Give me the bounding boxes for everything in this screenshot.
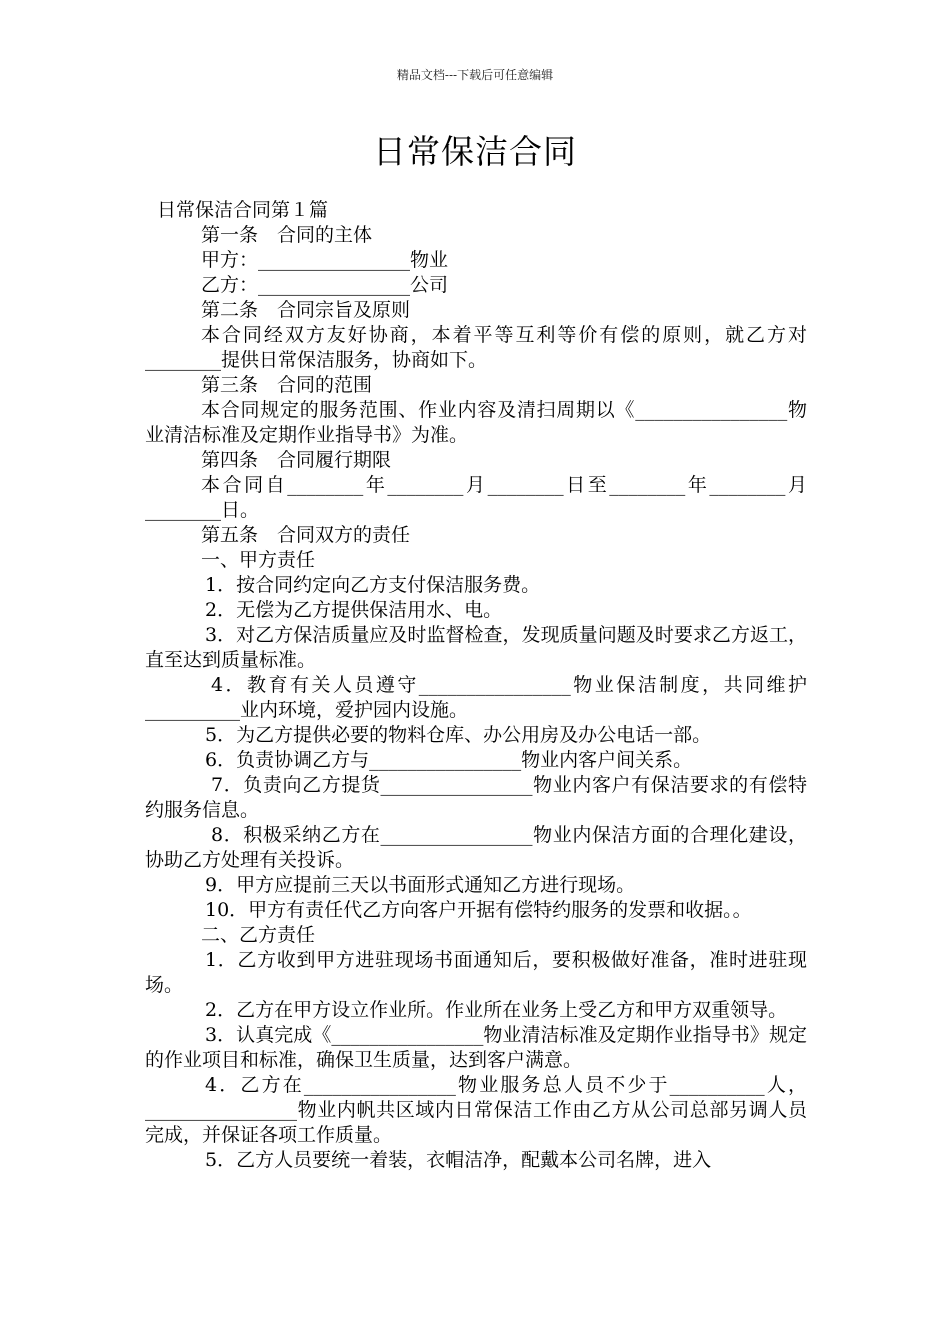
paragraph: 3．对乙方保洁质量应及时监督检查，发现质量问题及时要求乙方返工，直至达到质量标准。 (145, 624, 807, 671)
paragraph: 2．乙方在甲方设立作业所。作业所在业务上受乙方和甲方双重领导。 (205, 999, 788, 1021)
paragraph: 1．乙方收到甲方进驻现场书面通知后，要积极做好准备，准时进驻现场。 (145, 949, 807, 996)
paragraph: 3．认真完成《________________物业清洁标准及定期作业指导书》规定的作业项目和标准，确保卫生质量，达到客户满意。 (145, 1024, 807, 1071)
paragraph: 4．乙方在________________物业服务总人员不少于__________人，________________物业内帆共区域内日常保洁工作由乙方从公司总部另调人员完成，并保证各项工作质量。 (145, 1074, 807, 1146)
paragraph: 第一条 合同的主体 (201, 224, 373, 246)
paragraph: 本合同自________年________月________日至________年________月________日。 (145, 474, 807, 521)
paragraph: 9．甲方应提前三天以书面形式通知乙方进行现场。 (205, 874, 636, 896)
paragraph: 2．无偿为乙方提供保洁用水、电。 (205, 599, 503, 621)
header-note: 精品文档---下载后可任意编辑 (396, 68, 554, 82)
paragraph: 甲方：________________物业 (201, 249, 449, 271)
paragraph: 5．乙方人员要统一着装，衣帽洁净，配戴本公司名牌，进入 (205, 1149, 712, 1171)
paragraph: 6．负责协调乙方与________________物业内客户间关系。 (205, 749, 693, 771)
paragraph: 二、乙方责任 (201, 924, 316, 946)
paragraph: 一、甲方责任 (201, 549, 316, 571)
paragraph: 7．负责向乙方提货________________物业内客户有保洁要求的有偿特约服务信息。 (145, 774, 807, 821)
paragraph: 本合同经双方友好协商，本着平等互利等价有偿的原则，就乙方对________提供日常保洁服务，协商如下。 (145, 324, 807, 371)
paragraph: 本合同规定的服务范围、作业内容及清扫周期以《________________物业清洁标准及定期作业指导书》为准。 (145, 399, 807, 446)
document-body (145, 198, 807, 1173)
paragraph: 第四条 合同履行期限 (201, 449, 392, 471)
paragraph: 乙方：________________公司 (201, 274, 449, 296)
paragraph: 8．积极采纳乙方在________________物业内保洁方面的合理化建设，协助乙方处理有关投诉。 (145, 824, 807, 871)
paragraph: 第二条 合同宗旨及原则 (201, 299, 411, 321)
paragraph: 5．为乙方提供必要的物料仓库、办公用房及办公电话一部。 (205, 724, 712, 746)
paragraph: 第三条 合同的范围 (201, 374, 373, 396)
paragraph: 10．甲方有责任代乙方向客户开据有偿特约服务的发票和收据。。 (205, 899, 752, 921)
paragraph: 1．按合同约定向乙方支付保洁服务费。 (205, 574, 541, 596)
paragraph: 日常保洁合同第１篇 (157, 199, 329, 221)
paragraph: 4．教育有关人员遵守________________物业保洁制度，共同维护__________业内环境，爱护园内设施。 (145, 674, 807, 721)
document-title: 日常保洁合同 (373, 132, 577, 171)
paragraph: 第五条 合同双方的责任 (201, 524, 411, 546)
